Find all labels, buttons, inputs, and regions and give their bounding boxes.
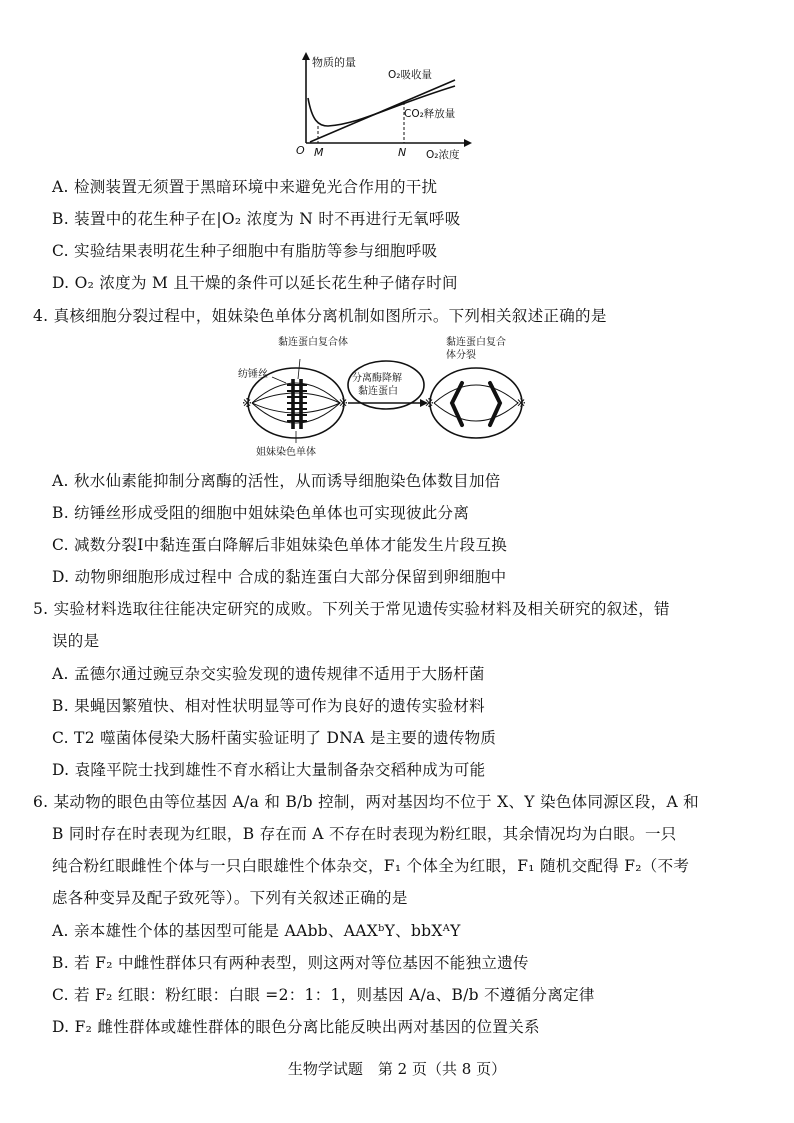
q6-option-b: B. 若 F₂ 中雌性群体只有两种表型，则这两对等位基因不能独立遗传 [52, 954, 529, 972]
q3-option-b: B. 装置中的花生种子在|O₂ 浓度为 N 时不再进行无氧呼吸 [52, 210, 461, 228]
x-axis-label: O₂浓度 [426, 149, 460, 161]
right-aster-r: ※ [516, 396, 527, 410]
q6-stem-line-4: 虑各种变异及配子致死等）。下列有关叙述正确的是 [52, 889, 408, 907]
n-label: N [398, 146, 407, 159]
q4-option-c: C. 减数分裂Ⅰ中黏连蛋白降解后非姐妹染色单体才能发生片段互换 [52, 536, 508, 554]
cohesin-pointer [298, 359, 300, 379]
q5-stem-line-2: 误的是 [52, 632, 100, 650]
spindle-label: 纺锤丝 [238, 369, 268, 380]
co2-release-curve [308, 86, 455, 126]
separated-chromatids [452, 383, 500, 425]
chromatid-separation-diagram [238, 333, 538, 461]
q6-option-c: C. 若 F₂ 红眼：粉红眼：白眼 =2：1：1，则基因 A/a、B/b 不遵循分离定律 [52, 986, 595, 1004]
y-axis-label: 物质的量 [312, 56, 356, 69]
split-label-2: 体分裂 [446, 350, 476, 361]
sister-chromatids-label: 姐妹染色单体 [256, 447, 316, 458]
spindle-pointer [272, 377, 286, 383]
o2-absorb-label: O₂吸收量 [388, 69, 432, 81]
m-label: M [314, 146, 324, 159]
q5-option-a: A. 孟德尔通过豌豆杂交实验发现的遗传规律不适用于大肠杆菌 [52, 665, 485, 683]
q3-option-a: A. 检测装置无须置于黑暗环境中来避免光合作用的干扰 [52, 178, 438, 196]
q5-option-b: B. 果蝇因繁殖快、相对性状明显等可作为良好的遗传实验材料 [52, 697, 485, 715]
q4-option-d: D. 动物卵细胞形成过程中 合成的黏连蛋白大部分保留到卵细胞中 [52, 568, 507, 586]
q6-option-a: A. 亲本雄性个体的基因型可能是 AAbb、AAXᵇY、bbXᴬY [52, 922, 461, 940]
cohesin-complex-label: 黏连蛋白复合体 [278, 337, 348, 348]
cohesin-rings [287, 385, 307, 421]
separase-label-2: 黏连蛋白 [358, 386, 398, 397]
separase-label-1: 分离酶降解 [352, 373, 402, 384]
x-axis-arrow [464, 139, 472, 147]
respiration-graph [280, 50, 480, 165]
q6-stem-line-2: B 同时存在时表现为红眼，B 存在而 A 不存在时表现为粉红眼，其余情况均为白眼。一只 [52, 825, 677, 843]
q6-stem-line-1: 6. 某动物的眼色由等位基因 A/a 和 B/b 控制，两对基因均不位于 X、Y 染色体同源区段，A 和 [33, 793, 699, 811]
q5-option-c: C. T2 噬菌体侵染大肠杆菌实验证明了 DNA 是主要的遗传物质 [52, 729, 497, 747]
right-cell [430, 368, 522, 438]
y-axis-arrow [302, 52, 310, 60]
q5-option-d: D. 袁隆平院士找到雄性不育水稻让大量制备杂交稻种成为可能 [52, 761, 486, 779]
co2-release-label: CO₂释放量 [404, 108, 456, 120]
origin-label: O [296, 144, 305, 157]
q6-stem-line-3: 纯合粉红眼雌性个体与一只白眼雄性个体杂交，F₁ 个体全为红眼，F₁ 随机交配得 F₂（不考 [52, 857, 690, 875]
separase-bubble [348, 361, 424, 409]
q3-option-c: C. 实验结果表明花生种子细胞中有脂肪等参与细胞呼吸 [52, 242, 438, 260]
q3-option-d: D. O₂ 浓度为 M 且干燥的条件可以延长花生种子储存时间 [52, 274, 458, 292]
right-spindle [434, 385, 518, 421]
q4-option-a: A. 秋水仙素能抑制分离酶的活性，从而诱导细胞染色体数目加倍 [52, 472, 501, 490]
q4-stem: 4. 真核细胞分裂过程中，姐妹染色单体分离机制如图所示。下列相关叙述正确的是 [33, 307, 607, 325]
q4-option-b: B. 纺锤丝形成受阻的细胞中姐妹染色单体也可实现彼此分离 [52, 504, 470, 522]
split-label-1: 黏连蛋白复合 [446, 337, 506, 348]
q5-stem-line-1: 5. 实验材料选取往往能决定研究的成败。下列关于常见遗传实验材料及相关研究的叙述，错 [33, 600, 670, 618]
page-footer: 生物学试题 第 2 页（共 8 页） [287, 1060, 507, 1078]
left-aster: ※ [242, 396, 253, 410]
q6-option-d: D. F₂ 雌性群体或雄性群体的眼色分离比能反映出两对基因的位置关系 [52, 1018, 540, 1036]
right-aster-l: ※ [338, 396, 349, 410]
left-aster-r: ※ [424, 396, 435, 410]
